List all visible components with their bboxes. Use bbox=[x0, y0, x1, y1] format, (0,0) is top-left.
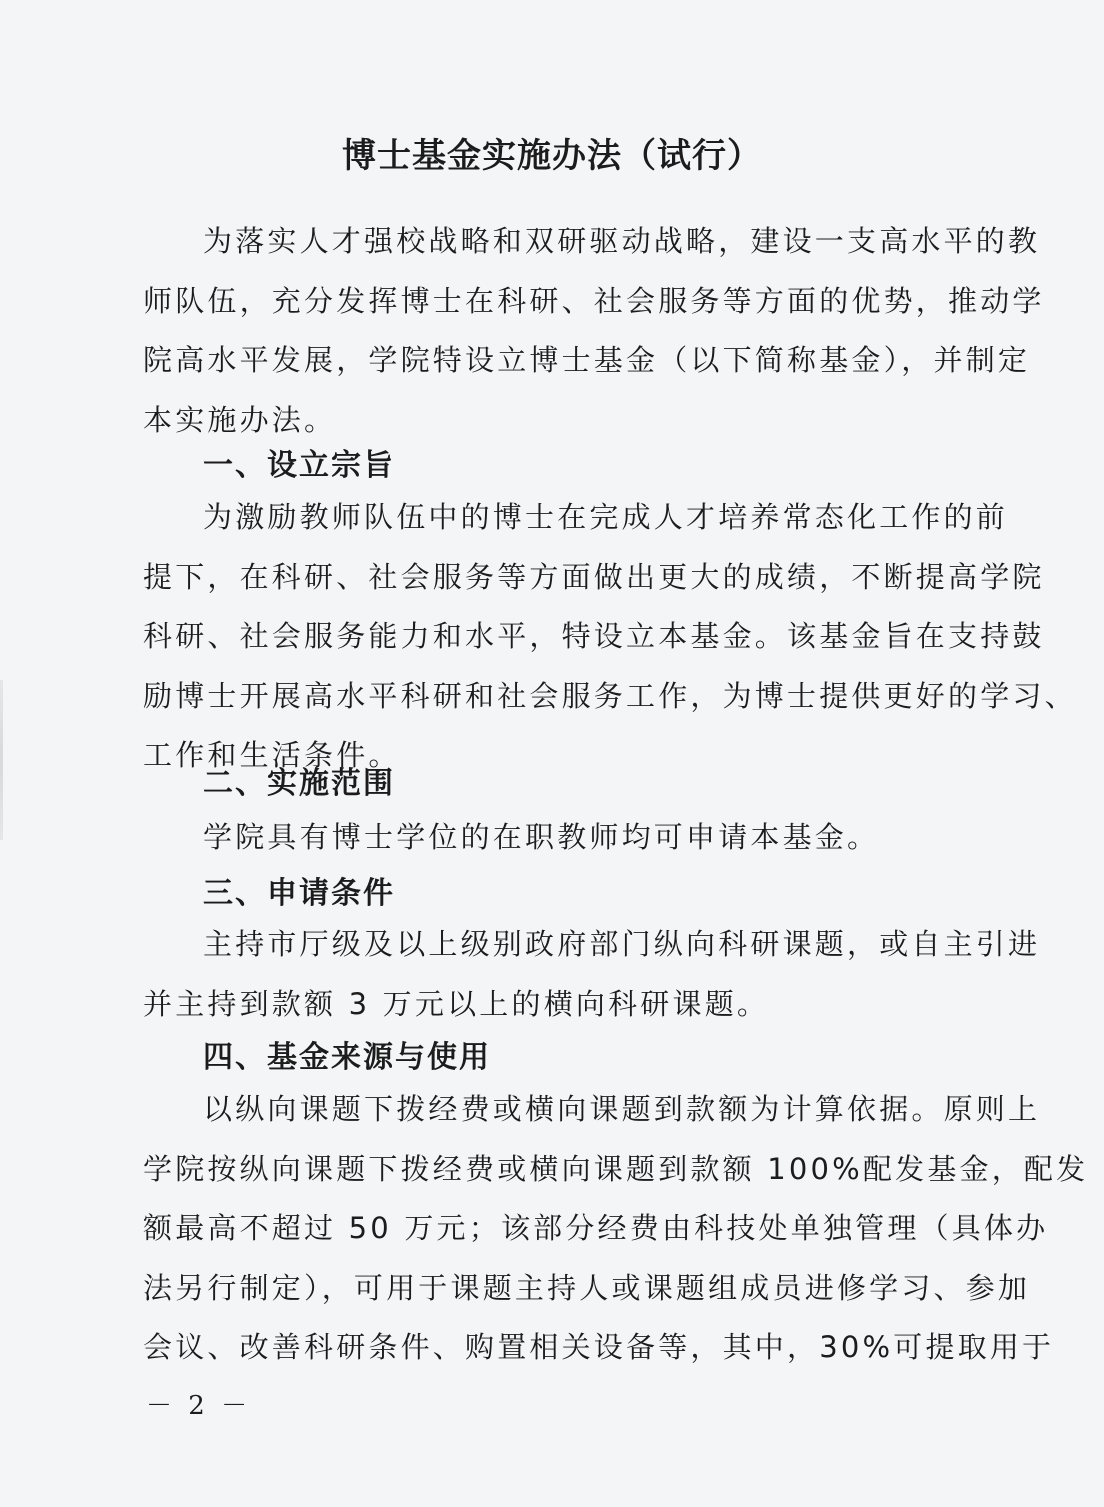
intro-line-4: 本实施办法。 bbox=[143, 402, 337, 437]
section-1-heading: 一、设立宗旨 bbox=[203, 448, 395, 483]
section-3-paragraph bbox=[143, 915, 1041, 1034]
section-2-heading: 二、实施范围 bbox=[203, 766, 395, 801]
section-4-line-2: 学院按纵向课题下拨经费或横向课题到款额 100%配发基金，配发 bbox=[143, 1151, 1089, 1186]
section-3-line-1: 主持市厅级及以上级别政府部门纵向科研课题，或自主引进 bbox=[203, 927, 1041, 961]
intro-line-3: 院高水平发展，学院特设立博士基金（以下简称基金），并制定 bbox=[143, 343, 1031, 377]
page-number: － 2 － bbox=[146, 1391, 252, 1421]
section-4-heading: 四、基金来源与使用 bbox=[203, 1040, 491, 1075]
document-title: 博士基金实施办法（试行） bbox=[342, 136, 762, 176]
section-1-line-2: 提下，在科研、社会服务等方面做出更大的成绩，不断提高学院 bbox=[143, 559, 1045, 594]
section-3-heading: 三、申请条件 bbox=[203, 876, 395, 911]
section-1-line-5: 工作和生活条件。 bbox=[143, 738, 401, 772]
section-1-line-3: 科研、社会服务能力和水平，特设立本基金。该基金旨在支持鼓 bbox=[143, 619, 1045, 653]
scan-edge-mark bbox=[0, 680, 3, 840]
section-4-line-5: 会议、改善科研条件、购置相关设备等，其中，30%可提取用于 bbox=[143, 1330, 1055, 1364]
section-2-line-1: 学院具有博士学位的在职教师均可申请本基金。 bbox=[203, 820, 880, 854]
intro-line-1: 为落实人才强校战略和双研驱动战略，建设一支高水平的教 bbox=[203, 224, 1041, 258]
section-4-line-4: 法另行制定），可用于课题主持人或课题组成员进修学习、参加 bbox=[143, 1270, 1031, 1305]
section-4-line-1: 以纵向课题下拨经费或横向课题到款额为计算依据。原则上 bbox=[203, 1092, 1041, 1126]
intro-line-2: 师队伍，充分发挥博士在科研、社会服务等方面的优势，推动学 bbox=[143, 283, 1045, 318]
intro-paragraph bbox=[143, 212, 1045, 450]
section-1-line-4: 励博士开展高水平科研和社会服务工作，为博士提供更好的学习、 bbox=[143, 678, 1077, 713]
section-4-paragraph bbox=[143, 1080, 1089, 1378]
section-1-paragraph bbox=[143, 488, 1077, 786]
section-3-line-2: 并主持到款额 3 万元以上的横向科研课题。 bbox=[143, 986, 770, 1021]
section-2-paragraph bbox=[143, 808, 978, 868]
section-1-line-1: 为激励教师队伍中的博士在完成人才培养常态化工作的前 bbox=[203, 500, 1009, 534]
section-4-line-3: 额最高不超过 50 万元；该部分经费由科技处单独管理（具体办 bbox=[143, 1211, 1049, 1245]
